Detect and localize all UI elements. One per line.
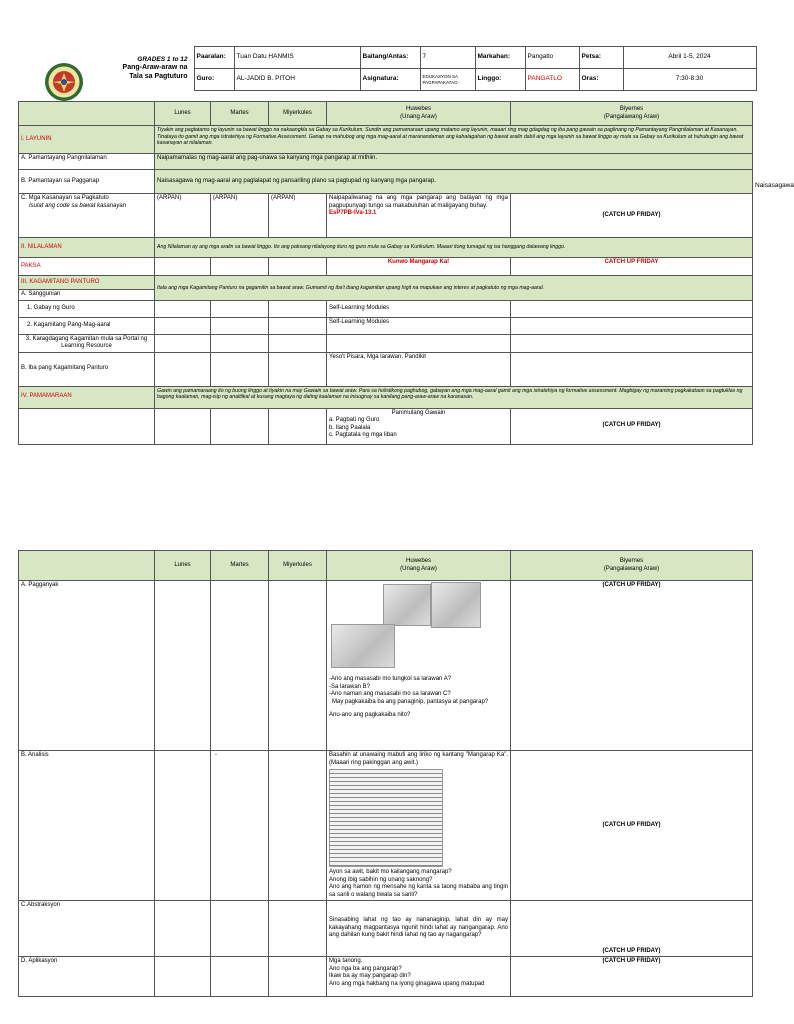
- aplikasyon-4: Ano ang mga hakbang na iyong ginagawa upang matupad: [329, 980, 485, 987]
- time-value: 7:30-8:30: [623, 69, 756, 91]
- day-header-thu-2-1: Huwebes: [405, 558, 431, 564]
- paksa-thu: Kunwo Mangarap Ka!: [327, 258, 511, 276]
- week-value: PANGATLO: [525, 69, 579, 91]
- abstraksyon-tue: [211, 901, 269, 957]
- quarter-label: Markahan:: [475, 47, 525, 69]
- karagdagang-thu: [327, 334, 511, 352]
- analisis-text: Basahin at unawaing mabuti ang liriko ng kantang "Mangarap Ka". (Maaari ring pakinggan ang awit.): [329, 752, 508, 766]
- subject-label: Asignatura:: [360, 69, 420, 91]
- nilalaman-text: Ang Nilalaman ay ang mga aralin sa bawat linggo. Ito ang paksang nilalayong ituro ng guro mula sa Gabay sa Kurikulum. Maaari itong tumagal ng isa hanggang dalawang linggo.: [155, 238, 753, 258]
- pagganyak-q5: Anu-ano ang pagkakaiba nito?: [329, 712, 411, 718]
- kasanayan-label-cell: [19, 194, 155, 238]
- day-header-thu-1: Huwebes: [405, 106, 431, 112]
- grade-label: Baitang/Antas:: [360, 47, 420, 69]
- day-header-thu-2: (Unang Araw): [400, 113, 437, 120]
- date-value: Abril 1-5, 2024: [623, 47, 756, 69]
- pagganyak-fri: (CATCH UP FRIDAY): [511, 581, 753, 751]
- pamantayang-pangnilalaman-label: A. Pamantayang Pangnilalaman: [19, 154, 155, 170]
- iba-mon: [155, 352, 211, 386]
- iba-label: B. Iba pang Kagamitang Panturo: [19, 352, 155, 386]
- gabay-wed: [269, 300, 327, 317]
- layunin-text: Tiyakin ang pagtatamo ng layunin sa bawat linggo na nakaangkla sa Gabay sa Kurikulum. Sundin ang pamamaraan upang matamo ang layunin, maaari ring mag gdagdag ng iba pang gawain sa paglinang ng Pamantayang Pangnilalaman at Kasanayan. Tinataya ito gamit ang mga istratehiya ng Formative Assessment. Ganap na mahubog ang mga mag-aaral at maranandaman ang kahalagahan ng bawat aralin dahil ang mga layunin sa bawat linggo ay mula sa Gabay sa Kurikulum at huhubugin ang bawat kasanayan at nilalaman.: [155, 126, 753, 154]
- day-header-thu-2: [327, 551, 511, 581]
- day-header-fri-2: (Pangalawang Araw): [603, 113, 660, 120]
- pagganyak-thu: [327, 581, 511, 751]
- arpan-tue: (ARPAN): [211, 194, 269, 238]
- analisis-label: B. Analisis: [19, 751, 155, 901]
- doc-title-line-2: Tala sa Pagtuturo: [129, 72, 188, 80]
- paksa-label: PAKSA: [19, 258, 155, 276]
- song-lyrics-image: [329, 769, 443, 867]
- day-header-wed: Miyerkules: [269, 102, 327, 126]
- paksa-tue: [211, 258, 269, 276]
- paksa-wed: [269, 258, 327, 276]
- panimulang-b: b. Ilang Paalala: [329, 424, 371, 431]
- aplikasyon-3: Ikaw ba ay may pangarap din?: [329, 973, 411, 979]
- gabay-label: 1. Gabay ng Guro: [19, 300, 155, 317]
- iba-thu: Yeso't Pisara, Mga larawan, Pandikit: [327, 352, 511, 386]
- kagamitan-mag-wed: [269, 317, 327, 334]
- section-nilalaman: II. NILALAMAN: [19, 238, 155, 258]
- pamantayan-pagganap-label: B. Pamantayan sa Pagganap: [19, 170, 155, 194]
- analisis-fri: (CATCH UP FRIDAY): [511, 751, 753, 901]
- panimulang-heading: Panimulang Gawain: [391, 409, 446, 416]
- school-label: Paaralan:: [194, 47, 234, 69]
- kasanayan-text: Naipapaliwanag na ang mga pangarap ang batayan ng mga pagpupunyagi tungo sa makabuluhan at maligayang buhay.: [329, 195, 508, 209]
- arpan-wed: (ARPAN): [269, 194, 327, 238]
- pagganyak-q2: -Sa larawan B?: [329, 683, 371, 690]
- section-layunin: I. LAYUNIN: [19, 126, 155, 154]
- analisis-mon: [155, 751, 211, 901]
- analisis-q1: Ayon sa awit, bakit mo kailangang mangarap?: [329, 869, 452, 875]
- paksa-mon: [155, 258, 211, 276]
- gabay-thu: Self-Learning Modules: [327, 300, 511, 317]
- day-header-fri-2-1: Biyernes: [619, 558, 644, 564]
- aplikasyon-1: Mga tanong.: [329, 958, 363, 964]
- iba-fri: [511, 352, 753, 386]
- panimulang-c: c. Pagtatala ng mga liban: [329, 432, 397, 438]
- panimulang-thu: [327, 408, 511, 444]
- pagganyak-mon: [155, 581, 211, 751]
- panimulang-wed: [269, 408, 327, 444]
- school-value: Tuan Datu HANMIS: [234, 47, 360, 69]
- day-header-mon-2: Lunes: [155, 551, 211, 581]
- paksa-fri: CATCH UP FRIDAY: [511, 258, 753, 276]
- teacher-label: Guro:: [194, 69, 234, 91]
- day-header-wed-2: Miyerkules: [269, 551, 327, 581]
- pagganyak-q4: May pagkakaiba ba ang panaginip, pantasya at pangarap?: [332, 698, 489, 705]
- analisis-q3: Ano ang hamon ng mensahe ng kanta sa taong mababa ang tingin sa sarili o walang tiwala sa sarili?: [329, 884, 508, 898]
- day-header-thu: [327, 102, 511, 126]
- aplikasyon-fri: (CATCH UP FRIDAY): [511, 957, 753, 997]
- day-header-thu-2-2: (Unang Araw): [400, 565, 437, 572]
- panimulang-tue: [211, 408, 269, 444]
- abstraksyon-thu: Sinasabing lahat ng tao ay nananaginip, lahat din ay may kakayahang magpantasya ngunit hindi lahat ay nangangarap. Ano ang dahilan kung bakit hindi lahat ng tao ay nagangarap?: [327, 901, 511, 957]
- pamantayan-pagganap-text: Naisasagawa ng mag-aaral ang paglalapat ng pansariling plano sa pagtupad ng kanyang mga pangarap.: [155, 170, 753, 194]
- teacher-value: AL-JADID B. PITOH: [234, 69, 360, 91]
- grade-value: 7: [420, 47, 475, 69]
- corner-cell: [19, 102, 155, 126]
- grades-label: GRADES 1 to 12: [137, 55, 188, 63]
- iba-tue: [211, 352, 269, 386]
- doc-title-line-1: Pang-Araw-araw na: [122, 63, 188, 71]
- time-label: Oras:: [579, 69, 623, 91]
- picture-c-image: [331, 624, 395, 668]
- karagdagang-tue: [211, 334, 269, 352]
- day-header-fri-2: [511, 551, 753, 581]
- aplikasyon-tue: [211, 957, 269, 997]
- panimulang-mon: [155, 408, 211, 444]
- aplikasyon-2: Ano nga ba ang pangarap?: [329, 965, 402, 972]
- abstraksyon-fri: (CATCH UP FRIDAY): [511, 901, 753, 957]
- analisis-thu: [327, 751, 511, 901]
- day-header-tue: Martes: [211, 102, 269, 126]
- header-table: [44, 46, 757, 91]
- gabay-tue: [211, 300, 269, 317]
- kasanayan-label: C. Mga Kasanayan sa Pagkatuto: [21, 195, 109, 201]
- kagamitan-mag-label: 2. Kagamitang Pang-Mag-aaral: [19, 317, 155, 334]
- pagganyak-wed: [269, 581, 327, 751]
- overflow-text: Naisasagawa: [755, 182, 794, 189]
- pagganyak-q3: -Ano naman ang masasabi mo sa larawan C?: [329, 691, 451, 697]
- day-header-fri: [511, 102, 753, 126]
- day-header-fri-1: Biyernes: [619, 106, 644, 112]
- section-pamamaraan: IV. PAMAMARAAN: [19, 386, 155, 408]
- pagganyak-label: A. Pagganyak: [19, 581, 155, 751]
- lesson-plan-table-1: [18, 101, 753, 445]
- kasanayan-fri: (CATCH UP FRIDAY): [511, 194, 753, 238]
- pagganyak-q1: -Ano ang masasabi mo tungkol sa larawan A?: [329, 676, 452, 682]
- week-label: Linggo:: [475, 69, 525, 91]
- karagdagang-mon: [155, 334, 211, 352]
- day-header-fri-2-2: (Pangalawang Araw): [603, 565, 660, 572]
- date-label: Petsa:: [579, 47, 623, 69]
- pagganyak-tue: [211, 581, 269, 751]
- day-header-tue-2: Martes: [211, 551, 269, 581]
- aplikasyon-label: D. Aplikasyon: [19, 957, 155, 997]
- kagamitan-mag-mon: [155, 317, 211, 334]
- quarter-value: Pangatlo: [525, 47, 579, 69]
- kagamitan-mag-thu: Self-Learning Modules: [327, 317, 511, 334]
- picture-a-image: [383, 584, 431, 626]
- karagdagang-wed: [269, 334, 327, 352]
- analisis-tue: -: [211, 751, 269, 901]
- pamamaraan-text: Gawin ang pamamaraang ito ng buong linggo at tiyakin na may Gawain sa bawat araw. Para sa holistikong paghubog, gabayan ang mga mag-aaral gamit ang mga istratehiya ng formative assessment. Magbigay ng maraming pagkakataon sa pagtuklas ng bagong kaalaman, mag-isip ng analitikal at kusang magtaya ng dating kaalaman na iniuugnay sa kanilang pang-araw-araw na karanasan.: [155, 386, 753, 408]
- doc-title-block: [44, 47, 194, 91]
- pagganyak-pictures: [329, 582, 508, 668]
- aplikasyon-mon: [155, 957, 211, 997]
- analisis-wed: [269, 751, 327, 901]
- gabay-mon: [155, 300, 211, 317]
- panimulang-fri: (CATCH UP FRIDAY): [511, 408, 753, 444]
- kasanayan-thu: [327, 194, 511, 238]
- corner-cell-2: [19, 551, 155, 581]
- karagdagang-fri: [511, 334, 753, 352]
- gabay-fri: [511, 300, 753, 317]
- picture-b-image: [431, 582, 481, 628]
- kasanayan-sub: Isulat ang code sa bawat kasanayan: [29, 202, 127, 209]
- panimulang-label-cell: [19, 408, 155, 444]
- aplikasyon-wed: [269, 957, 327, 997]
- pamantayang-pangnilalaman-text: Naipamamalas ng mag-aaral ang pag-unawa sa kanyang mga pangarap at mithiin.: [155, 154, 753, 170]
- sanggunian-label: A. Sanggunian: [19, 290, 155, 301]
- analisis-q2: Anong ibig sabihin ng unang saknong?: [329, 876, 433, 883]
- day-header-mon: Lunes: [155, 102, 211, 126]
- kagamitan-text: Itala ang mga Kagamitang Panturo na gagamitin sa bawat araw. Gumamit ng iba't ibang kagamitan upang higit na mapukaw ang interes at pagkatuto ng mga mag-aaral.: [155, 276, 753, 301]
- section-kagamitan: III. KAGAMITANG PANTURO: [19, 276, 155, 290]
- lesson-plan-table-2: [18, 550, 753, 997]
- abstraksyon-mon: [155, 901, 211, 957]
- karagdagang-label: 3. Karagdagang Kagamitan mula sa Portal ng Learning Resource: [19, 334, 155, 352]
- subject-value: EDUKASYON SA PAGPAPAKATAO: [420, 69, 475, 91]
- panimulang-a: a. Pagbati ng Guro: [329, 417, 380, 423]
- abstraksyon-wed: [269, 901, 327, 957]
- aplikasyon-thu: [327, 957, 511, 997]
- kasanayan-code: EsP7PB-IVa-13.1: [329, 210, 377, 216]
- kagamitan-mag-fri: [511, 317, 753, 334]
- kagamitan-mag-tue: [211, 317, 269, 334]
- iba-wed: [269, 352, 327, 386]
- abstraksyon-label: C.Abstraksyon: [19, 901, 155, 957]
- arpan-mon: (ARPAN): [155, 194, 211, 238]
